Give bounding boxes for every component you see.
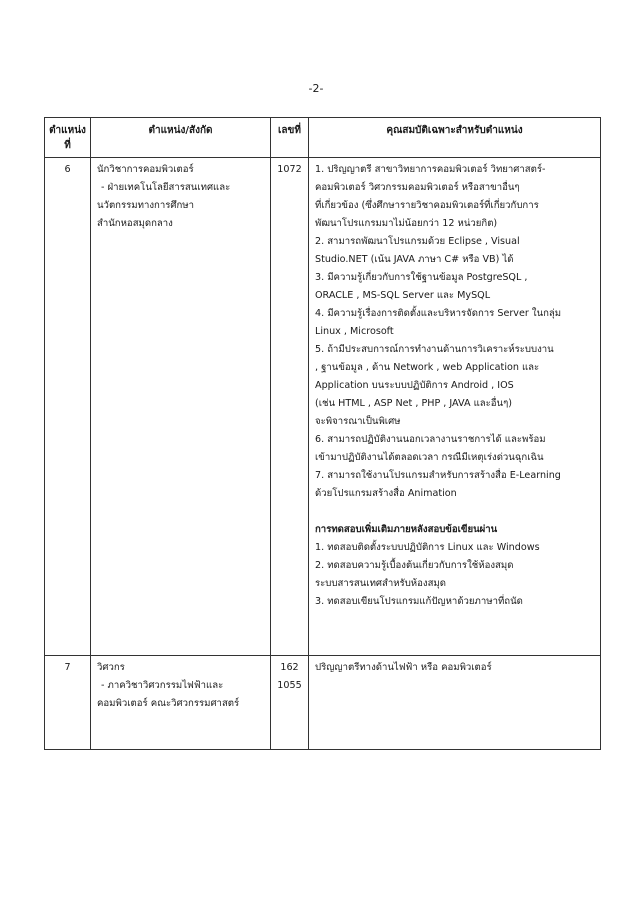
table-row	[45, 656, 601, 750]
position-unit-line: - ฝ่ายเทคโนโลยีสารสนเทศและ	[101, 182, 231, 193]
qualification-line: 3. มีความรู้เกี่ยวกับการใช้ฐานข้อมูล PostgreSQL ,	[315, 272, 528, 283]
qualifications-table	[44, 117, 601, 750]
position-code: 162	[280, 662, 299, 673]
position-code: 1055	[277, 680, 302, 691]
position-title: วิศวกร	[97, 662, 125, 673]
header-position-no-line1: ตำแหน่ง	[49, 125, 86, 136]
qualification-line: Studio.NET (เน้น JAVA ภาษา C# หรือ VB) ได้	[315, 254, 514, 265]
qualification-line: 7. สามารถใช้งานโปรแกรมสำหรับการสร้างสื่อ E-Learning	[315, 470, 561, 481]
qualification-line: ปริญญาตรีทางด้านไฟฟ้า หรือ คอมพิวเตอร์	[315, 662, 492, 673]
qualification-line: 5. ถ้ามีประสบการณ์การทำงานด้านการวิเคราะห์ระบบงาน	[315, 344, 554, 355]
test-line: 2. ทดสอบความรู้เบื้องต้นเกี่ยวกับการใช้ห้องสมุด	[315, 560, 514, 571]
position-cell	[91, 656, 271, 750]
position-code: 1072	[277, 164, 302, 175]
test-heading: การทดสอบเพิ่มเติมภายหลังสอบข้อเขียนผ่าน	[315, 524, 498, 535]
qualification-line: 6. สามารถปฏิบัติงานนอกเวลางานราชการได้ และพร้อม	[315, 434, 546, 445]
qualification-line: พัฒนาโปรแกรมมาไม่น้อยกว่า 12 หน่วยกิต)	[315, 218, 498, 229]
table-row	[45, 158, 601, 656]
row-number: 7	[45, 656, 91, 750]
table-header-row	[45, 118, 601, 158]
test-line: 3. ทดสอบเขียนโปรแกรมแก้ปัญหาด้วยภาษาที่ถนัด	[315, 596, 523, 607]
qualification-line: 1. ปริญญาตรี สาขาวิทยาการคอมพิวเตอร์ วิทยาศาสตร์-	[315, 164, 546, 175]
qualification-line: Application บนระบบปฏิบัติการ Android , IOS	[315, 380, 514, 391]
position-unit-line: - ภาควิชาวิศวกรรมไฟฟ้าและ	[101, 680, 224, 691]
page-number: -2-	[308, 82, 324, 95]
qualification-line: 2. สามารถพัฒนาโปรแกรมด้วย Eclipse , Visual	[315, 236, 520, 247]
position-cell	[91, 158, 271, 656]
position-unit-line: สำนักหอสมุดกลาง	[97, 218, 173, 229]
header-position-no	[45, 118, 91, 158]
position-title: นักวิชาการคอมพิวเตอร์	[97, 164, 194, 175]
qualification-line: , ฐานข้อมูล , ด้าน Network , web Application และ	[315, 362, 540, 373]
qualification-line: ที่เกี่ยวข้อง (ซึ่งศึกษารายวิชาคอมพิวเตอร์ที่เกี่ยวกับการ	[315, 200, 539, 211]
header-code: เลขที่	[271, 118, 309, 158]
qualifications-cell	[309, 158, 601, 656]
test-line: ระบบสารสนเทศสำหรับห้องสมุด	[315, 578, 446, 589]
qualification-line: ORACLE , MS-SQL Server และ MySQL	[315, 290, 491, 301]
position-unit-line: คอมพิวเตอร์ คณะวิศวกรรมศาสตร์	[97, 698, 240, 709]
qualification-line: Linux , Microsoft	[315, 326, 394, 337]
qualification-line: (เช่น HTML , ASP Net , PHP , JAVA และอื่นๆ)	[315, 398, 512, 409]
qualification-line: 4. มีความรู้เรื่องการติดตั้งและบริหารจัดการ Server ในกลุ่ม	[315, 308, 562, 319]
qualification-line: คอมพิวเตอร์ วิศวกรรมคอมพิวเตอร์ หรือสาขาอื่นๆ	[315, 182, 520, 193]
header-position-no-line2: ที่	[64, 140, 71, 151]
header-position: ตำแหน่ง/สังกัด	[91, 118, 271, 158]
code-cell	[271, 158, 309, 656]
row-number: 6	[45, 158, 91, 656]
code-cell	[271, 656, 309, 750]
header-qualifications: คุณสมบัติเฉพาะสำหรับตำแหน่ง	[309, 118, 601, 158]
qualification-line: เข้ามาปฏิบัติงานได้ตลอดเวลา กรณีมีเหตุเร่งด่วนฉุกเฉิน	[315, 452, 544, 463]
position-unit-line: นวัตกรรมทางการศึกษา	[97, 200, 194, 211]
test-line: 1. ทดสอบติดตั้งระบบปฏิบัติการ Linux และ Windows	[315, 542, 540, 553]
qualification-line: จะพิจารณาเป็นพิเศษ	[315, 416, 401, 427]
qualifications-cell	[309, 656, 601, 750]
qualification-line: ด้วยโปรแกรมสร้างสื่อ Animation	[315, 488, 457, 499]
